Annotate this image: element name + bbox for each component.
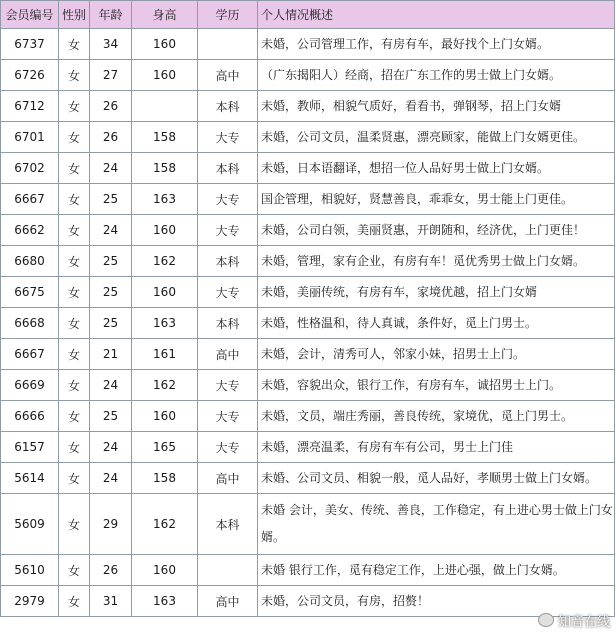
cell-description: （广东揭阳人）经商，招在广东工作的男士做上门女婿。 <box>258 60 615 91</box>
cell-education: 本科 <box>198 246 258 277</box>
table-row <box>1 60 615 91</box>
table-row <box>1 29 615 60</box>
cell-age: 26 <box>90 122 132 153</box>
cell-gender: 女 <box>59 184 90 215</box>
table-row <box>1 494 615 555</box>
cell-member-id: 6712 <box>1 91 59 122</box>
watermark <box>538 611 610 630</box>
cell-description: 未婚，公司管理工作，有房有车，最好找个上门女婿。 <box>258 29 615 60</box>
cell-height: 160 <box>132 555 198 586</box>
cell-age: 25 <box>90 277 132 308</box>
cell-member-id: 2979 <box>1 586 59 617</box>
table-row <box>1 153 615 184</box>
cell-height: 158 <box>132 153 198 184</box>
cell-height: 163 <box>132 184 198 215</box>
cell-gender: 女 <box>59 153 90 184</box>
table-row <box>1 555 615 586</box>
cell-member-id: 6667 <box>1 184 59 215</box>
cell-description: 未婚，公司文员，温柔贤惠，漂亮顾家，能做上门女婿更佳。 <box>258 122 615 153</box>
cell-age: 26 <box>90 555 132 586</box>
cell-member-id: 6668 <box>1 308 59 339</box>
cell-gender: 女 <box>59 122 90 153</box>
cell-age: 25 <box>90 401 132 432</box>
cell-education: 大专 <box>198 184 258 215</box>
header-height: 身高 <box>132 1 198 29</box>
header-age: 年龄 <box>90 1 132 29</box>
cell-education: 大专 <box>198 370 258 401</box>
cell-age: 21 <box>90 339 132 370</box>
cell-description: 未婚，美丽传统，有房有车，家境优越，招上门女婿 <box>258 277 615 308</box>
cell-gender: 女 <box>59 555 90 586</box>
cell-description: 未婚，文员，端庄秀丽，善良传统，家境优，觅上门男士。 <box>258 401 615 432</box>
cell-member-id: 5609 <box>1 494 59 555</box>
cell-age: 34 <box>90 29 132 60</box>
cell-education: 本科 <box>198 91 258 122</box>
table-row <box>1 91 615 122</box>
cell-education: 高中 <box>198 586 258 617</box>
table-row <box>1 215 615 246</box>
cell-description: 未婚 会计，美女、传统、善良，工作稳定，有上进心男士做上门女婿。 <box>258 494 615 555</box>
table-row <box>1 370 615 401</box>
cell-education: 大专 <box>198 401 258 432</box>
cell-height: 160 <box>132 29 198 60</box>
cell-member-id: 6669 <box>1 370 59 401</box>
cell-height: 165 <box>132 432 198 463</box>
table-row <box>1 586 615 617</box>
cell-gender: 女 <box>59 370 90 401</box>
cell-description: 未婚，教师，相貌气质好，看看书，弹钢琴，招上门女婿 <box>258 91 615 122</box>
cell-education: 本科 <box>198 153 258 184</box>
cell-gender: 女 <box>59 401 90 432</box>
cell-height: 158 <box>132 463 198 494</box>
cell-education: 本科 <box>198 308 258 339</box>
cell-age: 24 <box>90 432 132 463</box>
table-row <box>1 463 615 494</box>
cell-gender: 女 <box>59 29 90 60</box>
cell-description: 未婚，公司白领，美丽贤惠，开朗随和，经济优，上门更佳！ <box>258 215 615 246</box>
cell-height: 162 <box>132 246 198 277</box>
cell-age: 24 <box>90 153 132 184</box>
cell-education <box>198 29 258 60</box>
cell-description: 未婚，日本语翻译，想招一位人品好男士做上门女婿。 <box>258 153 615 184</box>
cell-gender: 女 <box>59 60 90 91</box>
weibo-icon <box>538 613 554 627</box>
cell-height <box>132 91 198 122</box>
cell-height: 160 <box>132 401 198 432</box>
cell-height: 160 <box>132 60 198 91</box>
cell-gender: 女 <box>59 308 90 339</box>
cell-member-id: 6701 <box>1 122 59 153</box>
cell-education: 高中 <box>198 60 258 91</box>
cell-education: 大专 <box>198 215 258 246</box>
table-row <box>1 401 615 432</box>
cell-description: 未婚，容貌出众，银行工作，有房有车，诚招男士上门。 <box>258 370 615 401</box>
cell-height: 163 <box>132 586 198 617</box>
cell-education: 大专 <box>198 432 258 463</box>
cell-gender: 女 <box>59 277 90 308</box>
cell-education: 高中 <box>198 339 258 370</box>
header-member-id: 会员编号 <box>1 1 59 29</box>
cell-education: 本科 <box>198 494 258 555</box>
cell-height: 158 <box>132 122 198 153</box>
table-row <box>1 277 615 308</box>
cell-member-id: 6662 <box>1 215 59 246</box>
cell-education: 大专 <box>198 122 258 153</box>
cell-member-id: 6702 <box>1 153 59 184</box>
cell-gender: 女 <box>59 91 90 122</box>
cell-member-id: 6157 <box>1 432 59 463</box>
header-gender: 性别 <box>59 1 90 29</box>
header-row <box>1 1 615 29</box>
cell-height: 160 <box>132 215 198 246</box>
cell-description: 未婚，管理，家有企业，有房有车！觅优秀男士做上门女婿。 <box>258 246 615 277</box>
table-row <box>1 432 615 463</box>
cell-description: 未婚，性格温和，待人真诚，条件好，觅上门男士。 <box>258 308 615 339</box>
cell-gender: 女 <box>59 586 90 617</box>
cell-member-id: 6737 <box>1 29 59 60</box>
cell-description: 未婚、公司文员、相貌一般，觅人品好，孝顺男士做上门女婿。 <box>258 463 615 494</box>
cell-member-id: 5614 <box>1 463 59 494</box>
cell-member-id: 6675 <box>1 277 59 308</box>
cell-gender: 女 <box>59 463 90 494</box>
table-row <box>1 246 615 277</box>
cell-height: 162 <box>132 494 198 555</box>
cell-gender: 女 <box>59 339 90 370</box>
table-row <box>1 339 615 370</box>
cell-gender: 女 <box>59 494 90 555</box>
cell-member-id: 6680 <box>1 246 59 277</box>
cell-age: 29 <box>90 494 132 555</box>
cell-gender: 女 <box>59 432 90 463</box>
cell-education: 大专 <box>198 277 258 308</box>
cell-age: 24 <box>90 215 132 246</box>
table-row <box>1 308 615 339</box>
table-row <box>1 184 615 215</box>
header-education: 学历 <box>198 1 258 29</box>
table-body <box>1 29 615 617</box>
cell-description: 未婚，公司文员，有房，招赘！ <box>258 586 615 617</box>
cell-age: 27 <box>90 60 132 91</box>
cell-age: 25 <box>90 308 132 339</box>
cell-member-id: 6667 <box>1 339 59 370</box>
cell-age: 26 <box>90 91 132 122</box>
cell-gender: 女 <box>59 246 90 277</box>
cell-age: 24 <box>90 370 132 401</box>
cell-height: 163 <box>132 308 198 339</box>
cell-height: 161 <box>132 339 198 370</box>
cell-age: 31 <box>90 586 132 617</box>
cell-age: 25 <box>90 184 132 215</box>
cell-description: 未婚 银行工作，觅有稳定工作，上进心强，做上门女婿。 <box>258 555 615 586</box>
cell-education <box>198 555 258 586</box>
header-description: 个人情况概述 <box>258 1 615 29</box>
cell-member-id: 6666 <box>1 401 59 432</box>
cell-height: 162 <box>132 370 198 401</box>
cell-age: 25 <box>90 246 132 277</box>
cell-gender: 女 <box>59 215 90 246</box>
table-row <box>1 122 615 153</box>
cell-education: 高中 <box>198 463 258 494</box>
cell-member-id: 5610 <box>1 555 59 586</box>
watermark-text: 知音在线 <box>557 615 610 630</box>
cell-description: 未婚，会计，清秀可人，邻家小妹，招男士上门。 <box>258 339 615 370</box>
cell-height: 160 <box>132 277 198 308</box>
cell-description: 未婚，漂亮温柔，有房有车有公司，男士上门佳 <box>258 432 615 463</box>
cell-age: 24 <box>90 463 132 494</box>
cell-member-id: 6726 <box>1 60 59 91</box>
cell-description: 国企管理，相貌好，贤慧善良，乖乖女，男士能上门更佳。 <box>258 184 615 215</box>
